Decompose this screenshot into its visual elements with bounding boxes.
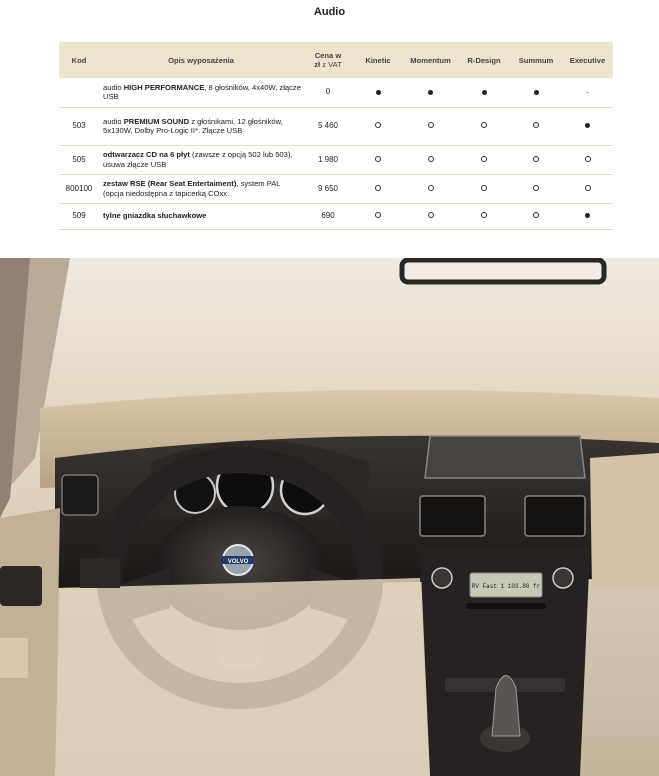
row-code: 505 bbox=[59, 145, 99, 174]
table-row bbox=[59, 107, 613, 145]
header-rdesign: R-Design bbox=[458, 42, 510, 78]
mark-momentum bbox=[403, 203, 458, 229]
row-description: audio HIGH PERFORMANCE, 8 głośników, 4x40W, złącze USB bbox=[99, 78, 303, 107]
row-price: 0 bbox=[303, 78, 353, 107]
mark-executive bbox=[562, 145, 613, 174]
header-executive: Executive bbox=[562, 42, 613, 78]
mark-rdesign bbox=[458, 203, 510, 229]
header-code: Kod bbox=[59, 42, 99, 78]
header-summum: Summum bbox=[510, 42, 562, 78]
table-row bbox=[59, 78, 613, 107]
mark-executive bbox=[562, 203, 613, 229]
mark-rdesign bbox=[458, 174, 510, 203]
mark-summum bbox=[510, 174, 562, 203]
row-price: 690 bbox=[303, 203, 353, 229]
dashboard-illustration bbox=[0, 258, 659, 776]
header-price-line1: Cena w bbox=[314, 51, 342, 60]
row-code bbox=[59, 78, 99, 107]
mark-momentum bbox=[403, 78, 458, 107]
row-description: odtwarzacz CD na 6 płyt (zawsze z opcją 502 lub 503), usuwa złącze USB bbox=[99, 145, 303, 174]
row-code: 503 bbox=[59, 107, 99, 145]
header-description: Opis wyposażenia bbox=[99, 42, 303, 78]
table-row bbox=[59, 174, 613, 203]
row-code: 509 bbox=[59, 203, 99, 229]
equipment-table bbox=[59, 42, 613, 230]
car-interior-photo bbox=[0, 258, 659, 776]
row-description: zestaw RSE (Rear Seat Entertaiment), system PAL (opcja niedostępna z tapicerką COxx. bbox=[99, 174, 303, 203]
table-row bbox=[59, 145, 613, 174]
table-row bbox=[59, 203, 613, 229]
mark-momentum bbox=[403, 174, 458, 203]
mark-summum bbox=[510, 78, 562, 107]
mark-kinetic bbox=[353, 107, 403, 145]
mark-executive bbox=[562, 107, 613, 145]
row-price: 5 460 bbox=[303, 107, 353, 145]
header-momentum: Momentum bbox=[403, 42, 458, 78]
row-price: 1 980 bbox=[303, 145, 353, 174]
mark-kinetic bbox=[353, 174, 403, 203]
mark-summum bbox=[510, 107, 562, 145]
mark-kinetic bbox=[353, 145, 403, 174]
mark-executive: - bbox=[562, 78, 613, 107]
mark-rdesign bbox=[458, 145, 510, 174]
mark-rdesign bbox=[458, 107, 510, 145]
brand-badge-text: VOLVO bbox=[227, 559, 249, 565]
mark-kinetic bbox=[353, 203, 403, 229]
mark-kinetic bbox=[353, 78, 403, 107]
row-code: 800100 bbox=[59, 174, 99, 203]
row-price: 9 650 bbox=[303, 174, 353, 203]
header-price bbox=[303, 42, 353, 78]
row-description: tylne gniazdka słuchawkowe bbox=[99, 203, 303, 229]
mark-executive bbox=[562, 174, 613, 203]
page-title: Audio bbox=[313, 6, 346, 18]
header-kinetic: Kinetic bbox=[353, 42, 403, 78]
header-price-currency: zł bbox=[314, 60, 321, 69]
header-price-vat: z VAT bbox=[322, 60, 342, 69]
mark-summum bbox=[510, 203, 562, 229]
row-description: audio PREMIUM SOUND z głośnikami, 12 głośników, 5x130W, Dolby Pro-Logic II*. Złącze USB bbox=[99, 107, 303, 145]
mark-momentum bbox=[403, 107, 458, 145]
mark-summum bbox=[510, 145, 562, 174]
rear-view-mirror bbox=[402, 260, 604, 282]
mark-rdesign bbox=[458, 78, 510, 107]
table-header-row bbox=[59, 42, 613, 78]
radio-display-text: RV Fast 1 103.80 fr bbox=[471, 583, 541, 590]
mark-momentum bbox=[403, 145, 458, 174]
